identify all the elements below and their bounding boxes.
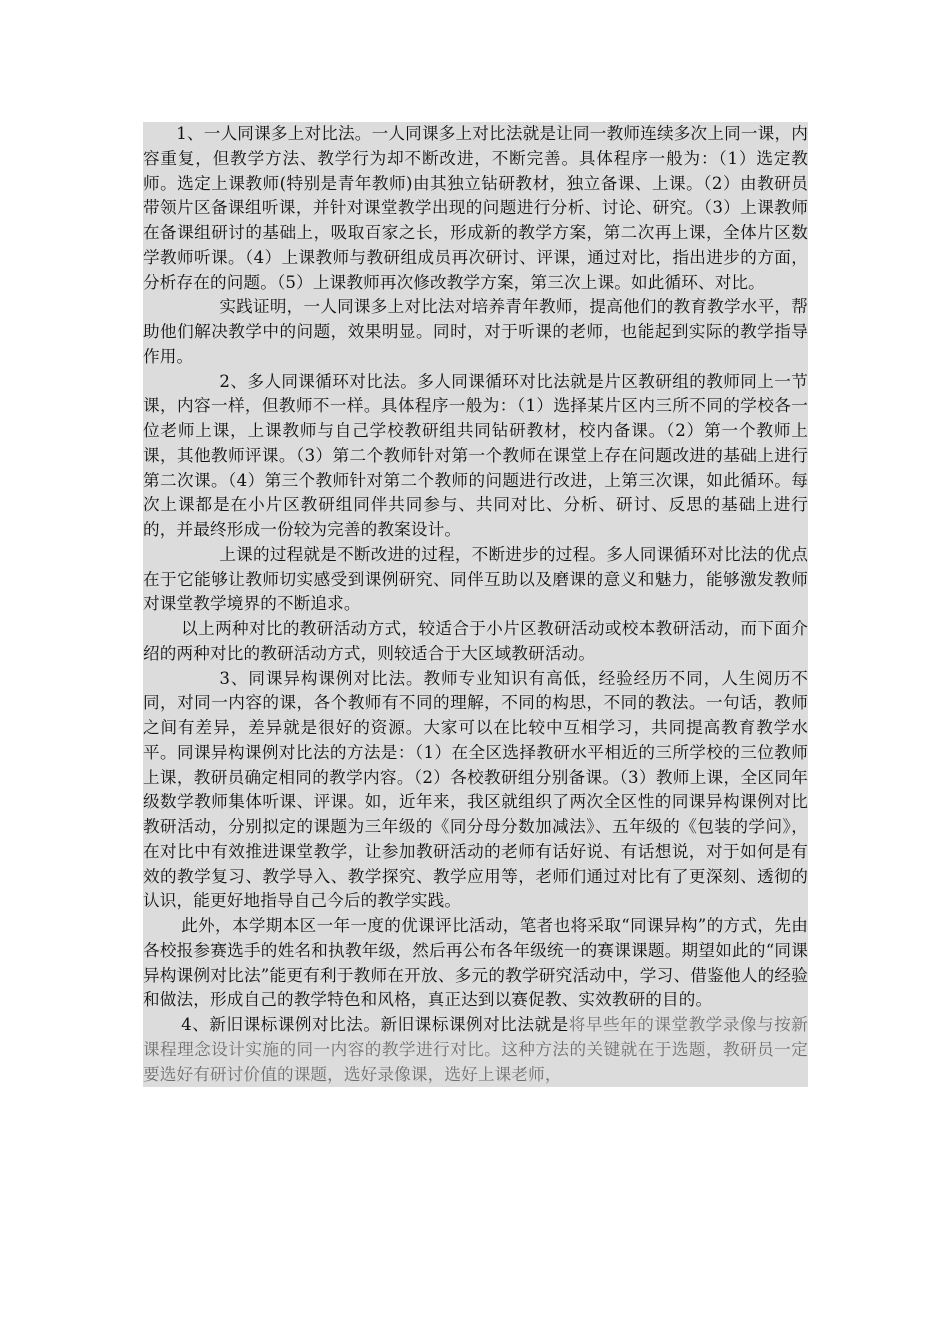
paragraph-transition: 以上两种对比的教研活动方式，较适合于小片区教研活动或校本教研活动，而下面介绍的两种对比的教研活动方式，则较适合于大区域教研活动。: [143, 619, 808, 663]
paragraph-method-2-conclusion: 上课的过程就是不断改进的过程，不断进步的过程。多人同课循环对比法的优点在于它能够让教师切实感受到课例研究、同伴互助以及磨课的意义和魅力，能够激发教师对课堂教学境界的不断追求。: [143, 544, 808, 614]
paragraph-method-1: 1、一人同课多上对比法。一人同课多上对比法就是让同一教师连续多次上同一课，内容重复，但教学方法、教学行为却不断改进，不断完善。具体程序一般为：（1）选定教师。选定上课教师(特别是青年教师)由其独立钻研教材，独立备课、上课。（2）由教研员带领片区备课组听课，并针对课堂教学出现的问题进行分析、讨论、研究。（3）上课教师在备课组研讨的基础上，吸取百家之长，形成新的教学方案，第二次再上课，全体片区数学教师听课。（4）上课教师与教研组成员再次研讨、评课，通过对比，指出进步的方面，分析存在的问题。（5）上课教师再次修改教学方案，第三次上课。如此循环、对比。: [143, 124, 808, 292]
document-body: [143, 122, 808, 1087]
paragraph-method-1-conclusion: 实践证明，一人同课多上对比法对培养青年教师，提高他们的教育教学水平，帮助他们解决教学中的问题，效果明显。同时，对于听课的老师，也能起到实际的教学指导作用。: [143, 297, 808, 366]
paragraph-method-2: 2、多人同课循环对比法。多人同课循环对比法就是片区教研组的教师同上一节课，内容一样，但教师不一样。具体程序一般为：（1）选择某片区内三所不同的学校各一位老师上课，上课教师与自己学校教研组共同钻研教材，校内备课。（2）第一个教师上课，其他教师评课。（3）第二个教师针对第一个教师在课堂上存在问题改进的基础上进行第二次课。（4）第三个教师针对第二个教师的问题进行改进，上第三次课，如此循环。每次上课都是在小片区教研组同伴共同参与、共同对比、分析、研讨、反思的基础上进行的，并最终形成一份较为完善的教案设计。: [143, 371, 808, 539]
paragraph-method-3: 3、同课异构课例对比法。教师专业知识有高低，经验经历不同，人生阅历不同，对同一内容的课，各个教师有不同的理解，不同的构思，不同的教法。一句话，教师之间有差异，差异就是很好的资源。大家可以在比较中互相学习，共同提高教育教学水平。同课异构课例对比法的方法是：（1）在全区选择教研水平相近的三所学校的三位教师上课，教研员确定相同的教学内容。（2）各校教研组分别备课。（3）教师上课，全区同年级数学教师集体听课、评课。如，近年来，我区就组织了两次全区性的同课异构课例对比教研活动，分别拟定的课题为三年级的《同分母分数加减法》、五年级的《包装的学问》，在对比中有效推进课堂教学，让参加教研活动的老师有话好说、有话想说，对于如何是有效的教学复习、教学导入、教学探究、教学应用等，老师们通过对比有了更深刻、透彻的认识，能更好地指导自己今后的教学实践。: [143, 668, 808, 911]
paragraph-competition: 此外，本学期本区一年一度的优课评比活动，笔者也将采取“同课异构”的方式，先由各校报参赛选手的姓名和执教年级，然后再公布各年级统一的赛课课题。期望如此的“同课异构课例对比法”能更有利于教师在开放、多元的教学研究活动中，学习、借鉴他人的经验和做法，形成自己的教学特色和风格，真正达到以赛促教、实效教研的目的。: [143, 916, 808, 1010]
paragraph-method-4-dark: 4、新旧课标课例对比法。新旧课标课例对比法就是: [181, 1015, 569, 1034]
paragraph-method-4: [143, 1013, 808, 1087]
paragraph-method-4-gray: 将早些年的课堂教学录像与按新课程理念设计实施的同一内容的教学进行对比。这种方法的关键就在于选题，教研员一定要选好有研讨价值的课题，选好录像课，选好上课老师，: [143, 1015, 808, 1084]
